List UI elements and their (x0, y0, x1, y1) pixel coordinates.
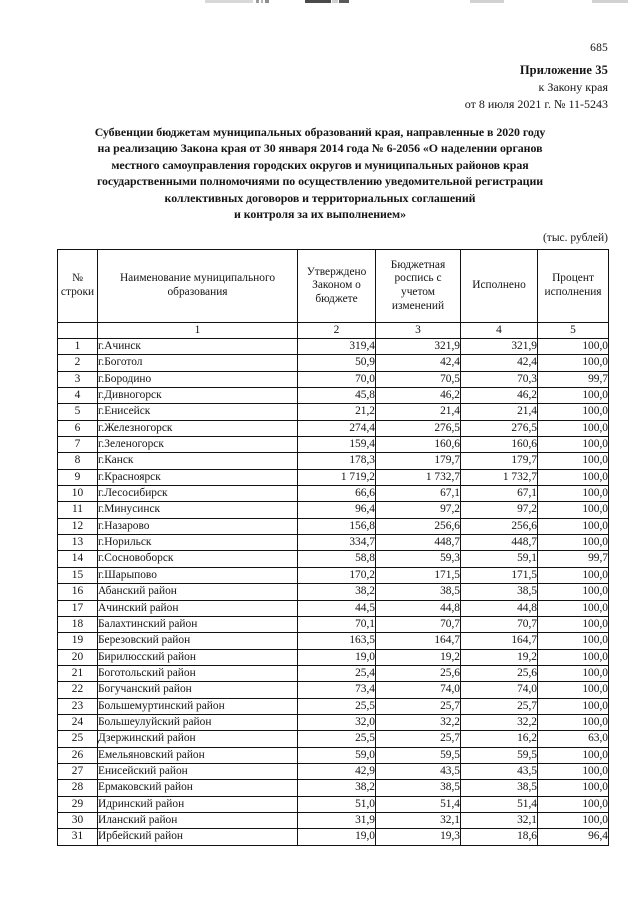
percent-executed: 100,0 (538, 567, 609, 583)
executed-amount: 32,1 (461, 812, 538, 828)
executed-amount: 21,4 (461, 404, 538, 420)
table-row (58, 551, 609, 567)
approved-amount: 32,0 (298, 714, 376, 730)
percent-executed: 100,0 (538, 698, 609, 714)
plan-amount: 321,9 (376, 339, 461, 355)
row-number: 31 (58, 829, 98, 845)
column-index-5: 5 (538, 323, 609, 339)
executed-amount: 25,6 (461, 665, 538, 681)
approved-amount: 59,0 (298, 747, 376, 763)
plan-amount: 38,5 (376, 780, 461, 796)
table-row (58, 780, 609, 796)
percent-executed: 100,0 (538, 388, 609, 404)
approved-amount: 21,2 (298, 404, 376, 420)
row-number: 24 (58, 714, 98, 730)
table-row (58, 584, 609, 600)
percent-executed: 100,0 (538, 437, 609, 453)
row-number: 13 (58, 535, 98, 551)
approved-amount: 96,4 (298, 502, 376, 518)
percent-executed: 100,0 (538, 584, 609, 600)
executed-amount: 164,7 (461, 633, 538, 649)
appendix-label: Приложение 35 (519, 63, 608, 77)
plan-amount: 1 732,7 (376, 469, 461, 485)
plan-amount: 59,3 (376, 551, 461, 567)
table-row (58, 355, 609, 371)
percent-executed: 100,0 (538, 453, 609, 469)
scan-artifact-strip (0, 0, 640, 4)
table-header-row (58, 250, 609, 323)
approved-amount: 25,4 (298, 665, 376, 681)
approved-amount: 51,0 (298, 796, 376, 812)
municipality-name: Богучанский район (98, 682, 298, 698)
column-header-percent (538, 250, 609, 323)
executed-amount: 276,5 (461, 420, 538, 436)
column-index-3: 3 (376, 323, 461, 339)
table-row (58, 698, 609, 714)
approved-amount: 50,9 (298, 355, 376, 371)
approved-amount: 44,5 (298, 600, 376, 616)
municipality-name: Дзержинский район (98, 731, 298, 747)
table-row (58, 796, 609, 812)
row-number: 7 (58, 437, 98, 453)
executed-amount: 74,0 (461, 682, 538, 698)
table-row (58, 420, 609, 436)
executed-amount: 97,2 (461, 502, 538, 518)
municipality-name: Балахтинский район (98, 616, 298, 632)
row-number: 9 (58, 469, 98, 485)
municipality-name: г.Сосновоборск (98, 551, 298, 567)
column-header-plan-line3: учетом (401, 286, 435, 298)
municipality-name: г.Минусинск (98, 502, 298, 518)
percent-executed: 100,0 (538, 339, 609, 355)
municipality-name: Ирбейский район (98, 829, 298, 845)
table-row (58, 747, 609, 763)
table-row (58, 453, 609, 469)
municipality-name: Березовский район (98, 633, 298, 649)
table-row (58, 404, 609, 420)
approved-amount: 25,5 (298, 731, 376, 747)
plan-amount: 67,1 (376, 486, 461, 502)
plan-amount: 25,6 (376, 665, 461, 681)
municipality-name: г.Назарово (98, 518, 298, 534)
executed-amount: 51,4 (461, 796, 538, 812)
municipality-name: Боготольский район (98, 665, 298, 681)
percent-executed: 100,0 (538, 420, 609, 436)
approved-amount: 38,2 (298, 584, 376, 600)
row-number: 27 (58, 763, 98, 779)
table-row (58, 714, 609, 730)
row-number: 21 (58, 665, 98, 681)
plan-amount: 19,2 (376, 649, 461, 665)
approved-amount: 70,1 (298, 616, 376, 632)
executed-amount: 18,6 (461, 829, 538, 845)
percent-executed: 99,7 (538, 551, 609, 567)
table-row (58, 518, 609, 534)
plan-amount: 171,5 (376, 567, 461, 583)
approved-amount: 42,9 (298, 763, 376, 779)
table-row (58, 339, 609, 355)
table-row (58, 371, 609, 387)
title-line-3: местного самоуправления городских округов и муниципальных районов края (111, 157, 529, 172)
municipality-name: Ермаковский район (98, 780, 298, 796)
plan-amount: 43,5 (376, 763, 461, 779)
municipality-name: г.Железногорск (98, 420, 298, 436)
plan-amount: 38,5 (376, 584, 461, 600)
approved-amount: 19,0 (298, 649, 376, 665)
executed-amount: 25,7 (461, 698, 538, 714)
table-body (58, 339, 609, 846)
title-line-4: государственными полномочиями по осуществлению уведомительной регистрации (96, 174, 544, 189)
municipality-name: Абанский район (98, 584, 298, 600)
approved-amount: 66,6 (298, 486, 376, 502)
row-number: 17 (58, 600, 98, 616)
row-number: 11 (58, 502, 98, 518)
row-number: 12 (58, 518, 98, 534)
column-header-executed-line1: Исполнено (472, 279, 526, 292)
row-number: 25 (58, 731, 98, 747)
approved-amount: 1 719,2 (298, 469, 376, 485)
plan-amount: 256,6 (376, 518, 461, 534)
approved-amount: 334,7 (298, 535, 376, 551)
column-header-percent-line1: Процент (552, 272, 594, 285)
table-header (58, 250, 609, 323)
executed-amount: 171,5 (461, 567, 538, 583)
municipality-name: г.Дивногорск (98, 388, 298, 404)
row-number: 28 (58, 780, 98, 796)
percent-executed: 100,0 (538, 600, 609, 616)
column-header-municipality-line2: образования (167, 286, 228, 298)
plan-amount: 51,4 (376, 796, 461, 812)
approved-amount: 25,5 (298, 698, 376, 714)
row-number: 20 (58, 649, 98, 665)
appendix-law-date: от 8 июля 2021 г. № 11-5243 (464, 97, 608, 111)
appendix-to-law: к Закону края (538, 80, 608, 94)
municipality-name: г.Лесосибирск (98, 486, 298, 502)
executed-amount: 19,2 (461, 649, 538, 665)
row-number: 1 (58, 339, 98, 355)
plan-amount: 59,5 (376, 747, 461, 763)
plan-amount: 42,4 (376, 355, 461, 371)
plan-amount: 160,6 (376, 437, 461, 453)
approved-amount: 319,4 (298, 339, 376, 355)
column-header-row-number-line2: строки (60, 286, 95, 298)
column-header-municipality-line1: Наименование муниципального (119, 272, 276, 285)
percent-executed: 100,0 (538, 714, 609, 730)
executed-amount: 1 732,7 (461, 469, 538, 485)
executed-amount: 42,4 (461, 355, 538, 371)
percent-executed: 100,0 (538, 649, 609, 665)
table-column-index (58, 323, 609, 339)
approved-amount: 274,4 (298, 420, 376, 436)
plan-amount: 97,2 (376, 502, 461, 518)
executed-amount: 59,1 (461, 551, 538, 567)
column-header-executed (461, 250, 538, 323)
table-row (58, 812, 609, 828)
approved-amount: 70,0 (298, 371, 376, 387)
column-header-plan-line1: Бюджетная (390, 258, 446, 271)
row-number: 23 (58, 698, 98, 714)
appendix-header (465, 62, 608, 113)
percent-executed: 96,4 (538, 829, 609, 845)
executed-amount: 59,5 (461, 747, 538, 763)
title-line-2: на реализацию Закона края от 30 января 2014 года № 6-2056 «О наделении органов (97, 141, 543, 156)
percent-executed: 100,0 (538, 616, 609, 632)
percent-executed: 100,0 (538, 486, 609, 502)
plan-amount: 44,8 (376, 600, 461, 616)
column-header-plan-line4: изменений (391, 299, 445, 312)
municipality-name: г.Бородино (98, 371, 298, 387)
column-header-approved-line3: бюджете (315, 292, 358, 305)
approved-amount: 170,2 (298, 567, 376, 583)
row-number: 4 (58, 388, 98, 404)
column-header-plan (376, 250, 461, 323)
plan-amount: 25,7 (376, 731, 461, 747)
plan-amount: 179,7 (376, 453, 461, 469)
approved-amount: 58,8 (298, 551, 376, 567)
column-index-2: 2 (298, 323, 376, 339)
percent-executed: 100,0 (538, 682, 609, 698)
table-row (58, 486, 609, 502)
percent-executed: 100,0 (538, 665, 609, 681)
column-header-plan-line2: роспись с (394, 272, 442, 285)
column-header-approved-line2: Законом о (312, 279, 361, 292)
percent-executed: 100,0 (538, 747, 609, 763)
executed-amount: 43,5 (461, 763, 538, 779)
plan-amount: 32,1 (376, 812, 461, 828)
table-row (58, 633, 609, 649)
approved-amount: 19,0 (298, 829, 376, 845)
plan-amount: 25,7 (376, 698, 461, 714)
executed-amount: 38,5 (461, 780, 538, 796)
municipality-name: Иланский район (98, 812, 298, 828)
plan-amount: 32,2 (376, 714, 461, 730)
municipality-name: г.Зеленогорск (98, 437, 298, 453)
executed-amount: 67,1 (461, 486, 538, 502)
municipality-name: г.Енисейск (98, 404, 298, 420)
approved-amount: 45,8 (298, 388, 376, 404)
subventions-table-container (57, 249, 608, 846)
column-header-approved-line1: Утверждено (306, 265, 367, 278)
municipality-name: Ачинский район (98, 600, 298, 616)
plan-amount: 448,7 (376, 535, 461, 551)
plan-amount: 46,2 (376, 388, 461, 404)
executed-amount: 38,5 (461, 584, 538, 600)
table-row (58, 535, 609, 551)
approved-amount: 163,5 (298, 633, 376, 649)
plan-amount: 21,4 (376, 404, 461, 420)
row-number: 8 (58, 453, 98, 469)
approved-amount: 178,3 (298, 453, 376, 469)
column-index-4: 4 (461, 323, 538, 339)
column-header-row-number (58, 250, 98, 323)
plan-amount: 164,7 (376, 633, 461, 649)
percent-executed: 100,0 (538, 502, 609, 518)
percent-executed: 100,0 (538, 469, 609, 485)
percent-executed: 100,0 (538, 355, 609, 371)
municipality-name: г.Норильск (98, 535, 298, 551)
executed-amount: 44,8 (461, 600, 538, 616)
table-row (58, 649, 609, 665)
title-line-1: Субвенции бюджетам муниципальных образований края, направленные в 2020 году (94, 125, 546, 139)
percent-executed: 100,0 (538, 633, 609, 649)
percent-executed: 99,7 (538, 371, 609, 387)
municipality-name: Большемуртинский район (98, 698, 298, 714)
title-line-5: коллективных договоров и территориальных соглашений (164, 190, 476, 205)
approved-amount: 159,4 (298, 437, 376, 453)
executed-amount: 46,2 (461, 388, 538, 404)
row-number: 29 (58, 796, 98, 812)
executed-amount: 179,7 (461, 453, 538, 469)
executed-amount: 70,7 (461, 616, 538, 632)
executed-amount: 256,6 (461, 518, 538, 534)
row-number: 26 (58, 747, 98, 763)
percent-executed: 100,0 (538, 812, 609, 828)
row-number: 14 (58, 551, 98, 567)
executed-amount: 32,2 (461, 714, 538, 730)
percent-executed: 100,0 (538, 780, 609, 796)
subventions-table (57, 249, 609, 846)
plan-amount: 19,3 (376, 829, 461, 845)
row-number: 5 (58, 404, 98, 420)
row-number: 19 (58, 633, 98, 649)
page-number: 685 (590, 42, 608, 54)
column-header-row-number-line1: № (72, 272, 83, 285)
table-row (58, 600, 609, 616)
table-row (58, 437, 609, 453)
plan-amount: 70,5 (376, 371, 461, 387)
table-row (58, 763, 609, 779)
column-header-percent-line2: исполнения (544, 286, 602, 298)
page-title (56, 124, 584, 222)
column-index-1: 1 (98, 323, 298, 339)
row-number: 2 (58, 355, 98, 371)
approved-amount: 156,8 (298, 518, 376, 534)
table-row (58, 502, 609, 518)
table-row (58, 829, 609, 845)
units-note: (тыс. рублей) (542, 232, 608, 244)
row-number: 22 (58, 682, 98, 698)
municipality-name: г.Канск (98, 453, 298, 469)
municipality-name: г.Шарыпово (98, 567, 298, 583)
percent-executed: 100,0 (538, 796, 609, 812)
row-number: 18 (58, 616, 98, 632)
plan-amount: 70,7 (376, 616, 461, 632)
percent-executed: 100,0 (538, 763, 609, 779)
row-number: 16 (58, 584, 98, 600)
municipality-name: г.Ачинск (98, 339, 298, 355)
percent-executed: 100,0 (538, 518, 609, 534)
municipality-name: г.Красноярск (98, 469, 298, 485)
column-header-municipality (98, 250, 298, 323)
title-line-6: и контроля за их выполнением» (234, 207, 406, 222)
table-row (58, 731, 609, 747)
municipality-name: Бирилюсский район (98, 649, 298, 665)
table-row (58, 567, 609, 583)
table-row (58, 682, 609, 698)
table-row (58, 388, 609, 404)
municipality-name: Идринский район (98, 796, 298, 812)
table-row (58, 616, 609, 632)
row-number: 6 (58, 420, 98, 436)
column-index-row (58, 323, 609, 339)
percent-executed: 100,0 (538, 535, 609, 551)
executed-amount: 16,2 (461, 731, 538, 747)
approved-amount: 38,2 (298, 780, 376, 796)
executed-amount: 321,9 (461, 339, 538, 355)
column-header-approved (298, 250, 376, 323)
plan-amount: 74,0 (376, 682, 461, 698)
approved-amount: 73,4 (298, 682, 376, 698)
row-number: 10 (58, 486, 98, 502)
percent-executed: 63,0 (538, 731, 609, 747)
municipality-name: Большеулуйский район (98, 714, 298, 730)
plan-amount: 276,5 (376, 420, 461, 436)
approved-amount: 31,9 (298, 812, 376, 828)
row-number: 30 (58, 812, 98, 828)
percent-executed: 100,0 (538, 404, 609, 420)
table-row (58, 469, 609, 485)
municipality-name: Емельяновский район (98, 747, 298, 763)
executed-amount: 70,3 (461, 371, 538, 387)
municipality-name: г.Боготол (98, 355, 298, 371)
executed-amount: 160,6 (461, 437, 538, 453)
municipality-name: Енисейский район (98, 763, 298, 779)
executed-amount: 448,7 (461, 535, 538, 551)
row-number: 3 (58, 371, 98, 387)
table-row (58, 665, 609, 681)
row-number: 15 (58, 567, 98, 583)
column-index-0 (58, 323, 98, 339)
